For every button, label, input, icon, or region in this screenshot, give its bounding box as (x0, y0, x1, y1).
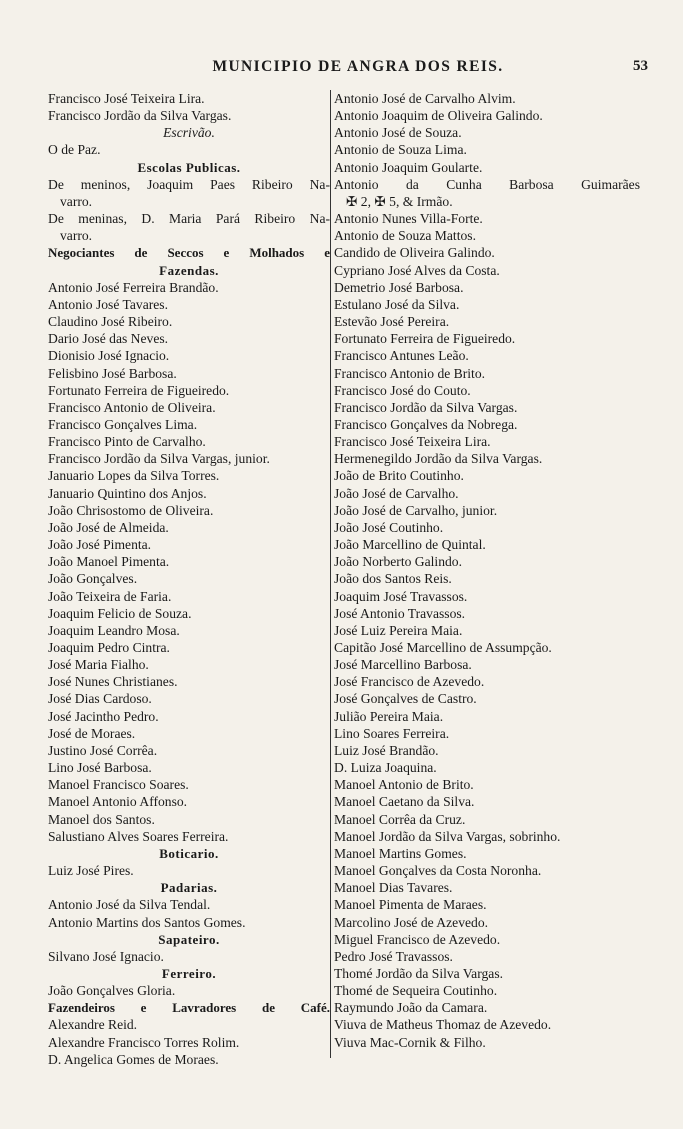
list-entry: Antonio de Souza Mattos. (334, 228, 476, 244)
section-heading: Escolas Publicas. (137, 159, 241, 175)
left-column (48, 90, 330, 1068)
list-entry: Antonio José da Silva Tendal. (48, 897, 211, 913)
list-entry: Viuva de Matheus Thomaz de Azevedo. (334, 1017, 552, 1033)
running-title: MUNICIPIO DE ANGRA DOS REIS. (212, 58, 504, 75)
section-heading: Ferreiro. (161, 965, 217, 981)
list-entry: Cypriano José Alves da Costa. (334, 262, 500, 278)
list-entry: João Manoel Pimenta. (48, 554, 170, 570)
list-entry: De meninas, D. Maria Pará Ribeiro Na- (48, 211, 330, 227)
list-entry: Antonio Martins dos Santos Gomes. (48, 914, 246, 930)
list-entry: Francisco Jordão da Silva Vargas, junior. (48, 451, 270, 467)
list-entry: Dionisio José Ignacio. (48, 348, 170, 364)
list-entry: José Luiz Pereira Maia. (334, 622, 463, 638)
list-entry: O de Paz. (48, 142, 101, 158)
list-entry: Antonio José Ferreira Brandão. (48, 279, 219, 295)
list-entry: Francisco José Teixeira Lira. (48, 91, 205, 106)
section-heading: Escrivão. (163, 125, 215, 141)
list-entry: Alexandre Reid. (48, 1017, 138, 1033)
list-entry: Antonio Joaquim de Oliveira Galindo. (334, 108, 543, 124)
list-entry: Manoel Pimenta de Maraes. (334, 897, 487, 913)
list-entry: Joaquim Leandro Mosa. (48, 622, 180, 638)
list-entry: José Nunes Christianes. (48, 674, 178, 690)
list-entry: Justino José Corrêa. (48, 742, 158, 758)
list-entry: ✠ 2, ✠ 5, & Irmão. (346, 193, 453, 209)
list-entry: Fortunato Ferreira de Figueiredo. (334, 331, 516, 347)
list-entry: Manoel Jordão da Silva Vargas, sobrinho. (334, 828, 561, 844)
list-entry: Antonio José de Carvalho Alvim. (334, 91, 516, 106)
list-entry: Antonio de Souza Lima. (334, 142, 467, 158)
list-entry: Fortunato Ferreira de Figueiredo. (48, 382, 230, 398)
list-entry: Pedro José Travassos. (334, 948, 453, 964)
list-entry: João José de Almeida. (48, 519, 169, 535)
list-entry: José Francisco de Azevedo. (334, 674, 485, 690)
list-entry: Antonio José de Souza. (334, 125, 462, 141)
list-entry: Januario Lopes da Silva Torres. (48, 468, 220, 484)
list-entry: Luiz José Pires. (48, 863, 134, 879)
list-entry: João Teixeira de Faria. (48, 588, 172, 604)
list-entry: Silvano José Ignacio. (48, 948, 164, 964)
list-entry: Raymundo João da Camara. (334, 1000, 488, 1016)
list-entry: José Marcellino Barbosa. (334, 657, 472, 673)
list-entry: Manoel Francisco Soares. (48, 777, 189, 793)
list-entry: Antonio da Cunha Barbosa Guimarães (334, 176, 640, 192)
list-entry: Demetrio José Barbosa. (334, 279, 464, 295)
list-entry: Thomé Jordão da Silva Vargas. (334, 965, 504, 981)
list-entry: De meninos, Joaquim Paes Ribeiro Na- (48, 176, 330, 192)
list-entry: José de Moraes. (48, 725, 136, 741)
list-entry: Manoel Martins Gomes. (334, 845, 467, 861)
list-entry: João Chrisostomo de Oliveira. (48, 502, 214, 518)
section-heading: Fazendeiros e Lavradores de Café. (48, 1000, 330, 1016)
list-entry: Miguel Francisco de Azevedo. (334, 931, 501, 947)
list-entry: Joaquim Pedro Cintra. (48, 640, 170, 655)
list-entry: Francisco Antunes Leão. (334, 348, 469, 364)
page-header (48, 58, 648, 82)
list-entry: Dario José das Neves. (48, 331, 169, 347)
list-entry: D. Angelica Gomes de Moraes. (48, 1051, 219, 1067)
list-entry: Francisco Jordão da Silva Vargas. (334, 399, 518, 415)
list-entry: Joaquim Felicio de Souza. (48, 605, 192, 621)
list-entry: Manoel Antonio Affonso. (48, 794, 188, 810)
list-entry: Salustiano Alves Soares Ferreira. (48, 828, 229, 844)
list-entry: Alexandre Francisco Torres Rolim. (48, 1034, 240, 1050)
list-entry: varro. (60, 193, 93, 209)
list-entry: Lino José Barbosa. (48, 760, 152, 776)
list-entry: Hermenegildo Jordão da Silva Vargas. (334, 451, 543, 467)
section-heading: Boticario. (159, 845, 219, 861)
list-entry: Francisco Antonio de Oliveira. (48, 399, 216, 415)
column-divider (330, 90, 331, 1058)
list-entry: Januario Quintino dos Anjos. (48, 485, 207, 501)
list-entry: Antonio José Tavares. (48, 296, 168, 312)
list-entry: Viuva Mac-Cornik & Filho. (334, 1034, 486, 1050)
section-heading: Sapateiro. (158, 931, 220, 947)
list-entry: Francisco Pinto de Carvalho. (48, 434, 206, 450)
list-entry: João de Brito Coutinho. (334, 468, 464, 484)
list-entry: Manoel Corrêa da Cruz. (334, 811, 466, 827)
list-entry: João José de Carvalho, junior. (334, 502, 498, 518)
list-entry: Francisco José Teixeira Lira. (334, 434, 491, 450)
list-entry: José Maria Fialho. (48, 657, 149, 673)
list-entry: Estulano José da Silva. (334, 296, 460, 312)
list-entry: Francisco Antonio de Brito. (334, 365, 486, 381)
list-entry: Manoel Gonçalves da Costa Noronha. (334, 863, 542, 879)
list-entry: João dos Santos Reis. (334, 571, 452, 587)
list-entry: Manoel Caetano da Silva. (334, 794, 475, 810)
list-entry: José Gonçalves de Castro. (334, 691, 477, 707)
list-entry: João Gonçalves. (48, 571, 138, 587)
page-number: 53 (633, 58, 648, 74)
list-entry: Francisco Jordão da Silva Vargas. (48, 108, 232, 124)
list-entry: João José de Carvalho. (334, 485, 459, 501)
list-entry: Antonio Joaquim Goularte. (334, 159, 483, 175)
list-entry: Candido de Oliveira Galindo. (334, 245, 495, 261)
list-entry: Manoel Dias Tavares. (334, 880, 453, 896)
list-entry: João Marcellino de Quintal. (334, 537, 486, 553)
list-entry: Manoel dos Santos. (48, 811, 155, 827)
list-entry: Joaquim José Travassos. (334, 588, 468, 604)
list-entry: Thomé de Sequeira Coutinho. (334, 983, 498, 999)
list-entry: João José Pimenta. (48, 537, 152, 553)
section-heading: Fazendas. (159, 262, 219, 278)
list-entry: Marcolino José de Azevedo. (334, 914, 489, 930)
list-entry: José Jacintho Pedro. (48, 708, 159, 724)
list-entry: Claudino José Ribeiro. (48, 314, 173, 330)
list-entry: Julião Pereira Maia. (334, 708, 444, 724)
list-entry: Francisco Gonçalves da Nobrega. (334, 416, 518, 432)
list-entry: Manoel Antonio de Brito. (334, 777, 474, 793)
list-entry: José Antonio Travassos. (334, 605, 466, 621)
list-entry: Francisco José do Couto. (334, 382, 471, 398)
section-heading: Padarias. (160, 880, 218, 896)
right-column (334, 90, 640, 1051)
list-entry: D. Luiza Joaquina. (334, 760, 437, 776)
list-entry: Antonio Nunes Villa-Forte. (334, 211, 483, 227)
list-entry: Estevão José Pereira. (334, 314, 450, 330)
list-entry: Lino Soares Ferreira. (334, 725, 450, 741)
list-entry: João Norberto Galindo. (334, 554, 462, 570)
list-entry: Francisco Gonçalves Lima. (48, 416, 198, 432)
list-entry: João Gonçalves Gloria. (48, 983, 176, 999)
list-entry: Luiz José Brandão. (334, 742, 439, 758)
list-entry: varro. (60, 228, 93, 244)
section-heading: Negociantes de Seccos e Molhados e (48, 245, 330, 261)
list-entry: João José Coutinho. (334, 519, 444, 535)
list-entry: Capitão José Marcellino de Assumpção. (334, 640, 552, 655)
list-entry: José Dias Cardoso. (48, 691, 152, 707)
list-entry: Felisbino José Barbosa. (48, 365, 177, 381)
